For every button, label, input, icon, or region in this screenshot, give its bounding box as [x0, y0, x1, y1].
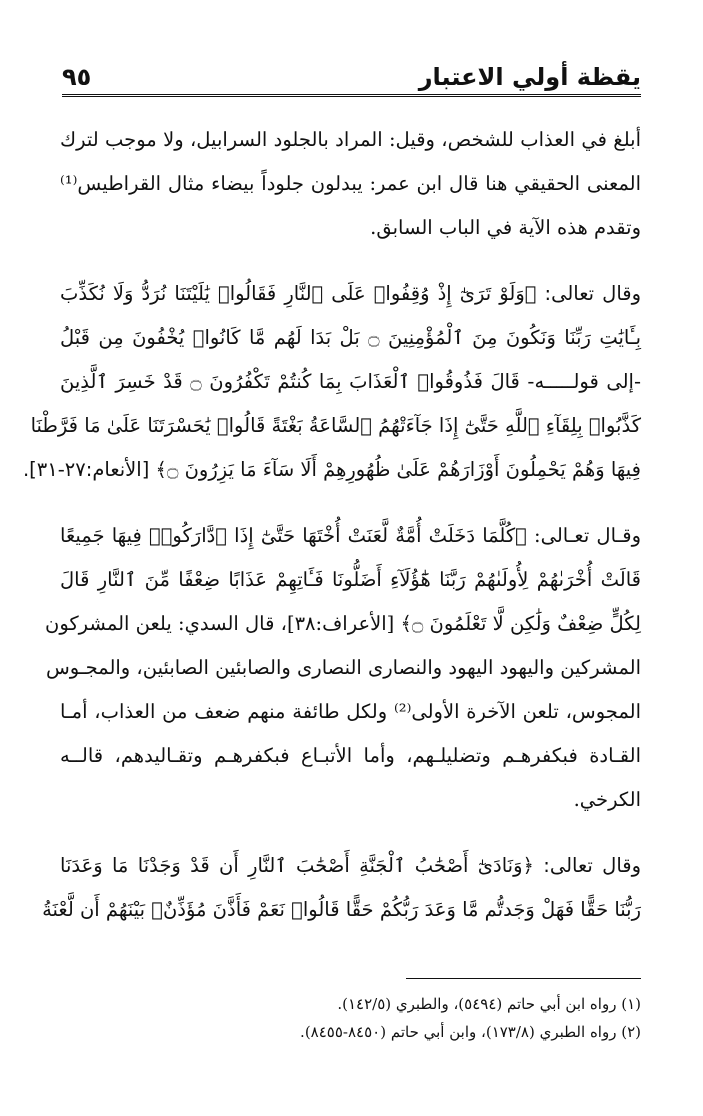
text-line: المجوس، تلعن الآخرة الأولى⁽²⁾ ولكل طائفة منهم ضعف من العذاب، أمـا — [60, 700, 641, 723]
verse-line: وقال تعالى: ﴿وَلَوْ تَرَىٰٓ إِذْ وُقِفُوا۟ عَلَى ٱلنَّارِ فَقَالُوا۟ يَٰلَيْتَنَا نُرَدُّ وَلَا نُكَذِّبَ — [60, 282, 641, 305]
verse-line: وقال تعالى: ﴿وَنَادَىٰٓ أَصْحَٰبُ ٱلْجَنَّةِ أَصْحَٰبَ ٱلنَّارِ أَن قَدْ وَجَدْنَا مَا وَعَدَنَا — [60, 854, 641, 877]
paragraph-4 — [42, 844, 641, 932]
footnote-separator — [406, 978, 641, 979]
verse-line: فِيهَا وَهُمْ يَحْمِلُونَ أَوْزَارَهُمْ عَلَىٰ ظُهُورِهِمْ أَلَا سَآءَ مَا يَزِرُونَ ۝﴾ [الأنعام:٢٧-٣١]. — [22, 458, 641, 481]
footnote-2: (٢) رواه الطبري (١٧٣/٨)، وابن أبي حاتم (٨٤٥٠-٨٤٥٥). — [300, 1023, 641, 1041]
footnotes — [62, 990, 641, 1046]
page-number: ٩٥ — [62, 63, 92, 91]
verse-line: -إلى قولـــــه- قَالَ فَذُوقُوا۟ ٱلْعَذَابَ بِمَا كُنتُمْ تَكْفُرُونَ ۝ قَدْ خَسِرَ ٱلَّذِينَ — [60, 370, 641, 393]
verse-line: قَالَتْ أُخْرَىٰهُمْ لِأُولَىٰهُمْ رَبَّنَا هَٰٓؤُلَآءِ أَضَلُّونَا فَـَٔاتِهِمْ عَذَابًا ضِعْفًا مِّنَ ٱلنَّارِ قَالَ — [60, 568, 641, 591]
text-line: المعنى الحقيقي هنا قال ابن عمر: يبدلون جلوداً بيضاء مثال القراطيس⁽¹⁾ — [60, 172, 641, 195]
text-line: الكرخي. — [573, 788, 641, 811]
text-line: المشركين واليهود اليهود والنصارى النصارى والصابئين الصابئين، والمجـوس — [46, 656, 641, 679]
text-line: أبلغ في العذاب للشخص، وقيل: المراد بالجلود السرابيل، ولا موجب لترك — [60, 128, 641, 151]
running-title: يقظة أولي الاعتبار — [418, 63, 641, 91]
verse-line: رَبُّنَا حَقًّا فَهَلْ وَجَدتُّم مَّا وَعَدَ رَبُّكُمْ حَقًّا قَالُوا۟ نَعَمْ فَأَذَّنَ مُؤَذِّنٌۢ بَيْنَهُمْ أَن لَّعْنَةُ — [42, 898, 641, 921]
text-line: القـادة فبكفرهـم وتضليلـهم، وأما الأتبـاع فبكفرهـم وتقـاليدهم، قالــه — [60, 744, 641, 767]
footnote-1: (١) رواه ابن أبي حاتم (٥٤٩٤)، والطبري (١٤٢/٥). — [337, 995, 641, 1013]
paragraph-2 — [22, 272, 641, 492]
running-header — [62, 52, 641, 97]
text-line: لِكُلٍّ ضِعْفٌ وَلَٰكِن لَّا تَعْلَمُونَ ۝﴾ [الأعراف:٣٨]، قال السدي: يلعن المشركون — [45, 612, 641, 635]
verse-line: وقـال تعـالى: ﴿كُلَّمَا دَخَلَتْ أُمَّةٌ لَّعَنَتْ أُخْتَهَا حَتَّىٰٓ إِذَا ٱدَّارَكُوا۟ فِيهَا جَمِيعًا — [60, 524, 641, 547]
paragraph-1 — [60, 118, 641, 250]
text-line: وتقدم هذه الآية في الباب السابق. — [370, 216, 641, 239]
verse-line: كَذَّبُوا۟ بِلِقَآءِ ٱللَّهِ حَتَّىٰٓ إِذَا جَآءَتْهُمُ ٱلسَّاعَةُ بَغْتَةً قَالُوا۟ يَٰحَسْرَتَنَا عَلَىٰ مَا فَرَّطْنَا — [30, 414, 641, 437]
main-text — [22, 118, 641, 954]
paragraph-3 — [45, 514, 641, 822]
verse-line: بِـَٔايَٰتِ رَبِّنَا وَنَكُونَ مِنَ ٱلْمُؤْمِنِينَ ۝ بَلْ بَدَا لَهُم مَّا كَانُوا۟ يُخْفُونَ مِن قَبْلُ — [60, 326, 641, 349]
